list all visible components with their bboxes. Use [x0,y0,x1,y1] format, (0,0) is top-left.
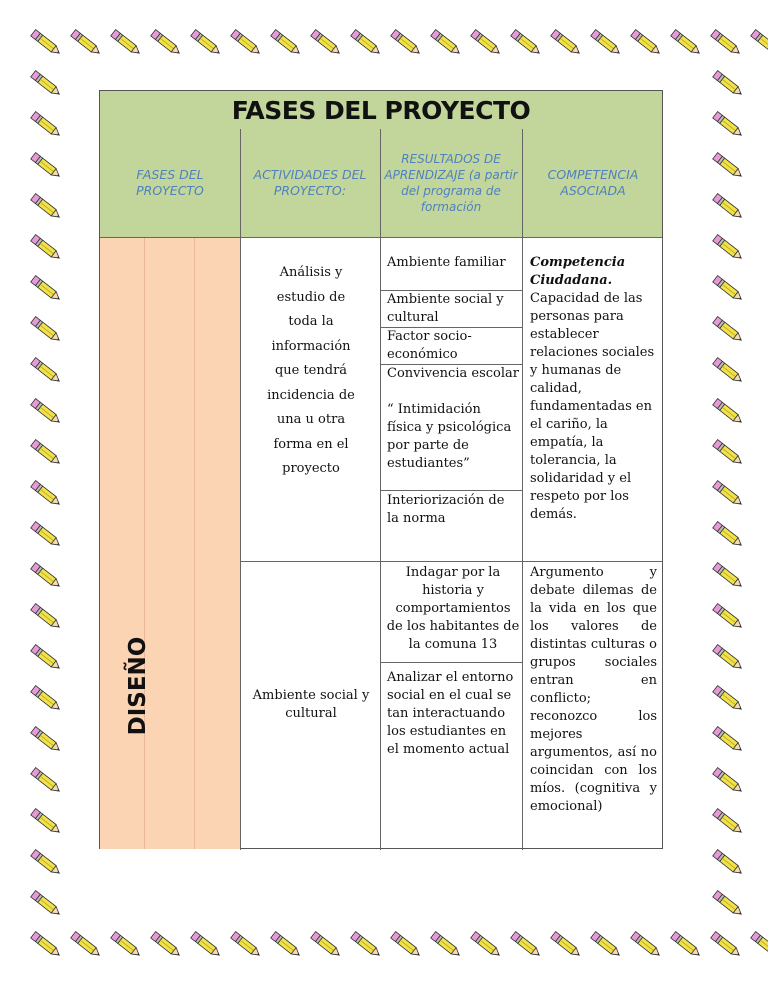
pencil-icon [711,30,743,57]
phase-label: DISEÑO [125,636,151,736]
result-ambiente-familiar: Ambiente familiar [387,255,506,270]
pencil-icon [31,153,63,180]
table-header-row [100,129,662,238]
result-interiorizacion: Interiorización de la norma [387,493,505,526]
pencil-icon [31,112,63,139]
pencil-icon [431,932,463,959]
pencil-icon [713,604,745,631]
pencil-icon [751,30,768,57]
pencil-icon [631,30,663,57]
pencil-icon [111,932,143,959]
pencil-icon [591,932,623,959]
pencil-icon [711,932,743,959]
pencil-icon [551,932,583,959]
pencil-icon [631,932,663,959]
pencil-icon [31,30,63,57]
pencil-icon [191,30,223,57]
pencil-icon [713,727,745,754]
result-factor-socioeconomico: Factor socio-económico [387,329,472,362]
pencil-icon [271,30,303,57]
pencil-icon [271,932,303,959]
pencil-icon [713,235,745,262]
pencil-icon [391,30,423,57]
row2-activity: Ambiente social y cultural [252,688,370,721]
pencil-icon [713,276,745,303]
result-convivencia-escolar: Convivencia escolar [387,366,519,381]
header-actividades: ACTIVIDADES DEL PROYECTO: [253,167,367,198]
pencil-icon [111,30,143,57]
table-title-row [100,91,662,130]
pencil-icon [31,481,63,508]
pencil-icon [31,194,63,221]
pencil-icon [31,276,63,303]
pencil-icon [431,30,463,57]
pencil-icon [713,440,745,467]
pencil-icon [31,645,63,672]
pencil-icon [31,317,63,344]
header-resultados: RESULTADOS DE APRENDIZAJE (a partir del programa de formación [384,152,518,214]
pencil-icon [31,809,63,836]
pencil-icon [71,30,103,57]
pencil-icon [31,686,63,713]
pencil-icon [713,850,745,877]
pencil-icon [31,563,63,590]
pencil-icon [71,932,103,959]
pencil-icon [391,932,423,959]
competence-text: Capacidad de las personas para establecer relaciones sociales y humanas de calidad, fundamentadas en el cariño, la empatía, la tolerancia, la solidaridad y el respeto por los demás. [530,291,655,522]
pencil-icon [511,30,543,57]
pencil-icon [31,727,63,754]
pencil-icon [471,30,503,57]
pencil-icon [471,932,503,959]
pencil-icon [713,481,745,508]
pencil-icon [31,235,63,262]
pencil-icon [713,522,745,549]
pencil-icon [713,768,745,795]
result-analizar: Analizar el entorno social en el cual se tan interactuando los estudiantes en el momento actual [387,670,514,757]
pencil-icon [31,522,63,549]
pencil-icon [713,686,745,713]
pencil-icon [713,194,745,221]
pencil-icon [231,932,263,959]
pencil-icon [31,768,63,795]
phase-cell [100,238,240,849]
pencil-icon [591,30,623,57]
pencil-icon [751,932,768,959]
pencil-icon [713,399,745,426]
pencil-icon [311,30,343,57]
result-intimidacion: “ Intimidación física y psicológica por parte de estudiantes” [387,402,512,471]
pencil-icon [713,317,745,344]
pencil-icon [31,71,63,98]
pencil-icon [31,440,63,467]
result-indagar: Indagar por la historia y comportamientos de los habitantes de la comuna 13 [386,565,520,652]
header-fases: FASES DEL PROYECTO [136,167,204,198]
pencil-icon [713,645,745,672]
header-competencia: COMPETENCIA ASOCIADA [547,167,639,198]
pencil-icon [351,932,383,959]
pencil-icon [551,30,583,57]
table-title: FASES DEL PROYECTO [231,95,531,125]
competence-title: Competencia Ciudadana. [530,255,626,288]
result-ambiente-social: Ambiente social y cultural [387,292,504,325]
pencil-icon [31,891,63,918]
project-phases-table [99,90,663,849]
pencil-icon [511,932,543,959]
pencil-icon [713,809,745,836]
pencil-icon [31,604,63,631]
pencil-icon [713,71,745,98]
pencil-icon [713,153,745,180]
pencil-icon [671,30,703,57]
pencil-icon [151,30,183,57]
pencil-icon [231,30,263,57]
pencil-icon [713,112,745,139]
pencil-icon [31,850,63,877]
pencil-icon [191,932,223,959]
row2-competence: Argumento y debate dilemas de la vida en los que los valores de distintas culturas o grupos sociales entran en conflicto; reconozco los mejores argumentos, así no coincidan con los míos. (cognitiva y emocional) [530,565,657,814]
pencil-icon [351,30,383,57]
row1-competence [530,254,660,524]
pencil-icon [713,891,745,918]
pencil-icon [151,932,183,959]
pencil-icon [31,399,63,426]
pencil-icon [713,563,745,590]
pencil-icon [671,932,703,959]
pencil-icon [311,932,343,959]
pencil-icon [31,358,63,385]
pencil-icon [713,358,745,385]
pencil-icon [31,932,63,959]
row1-activity: Análisis y estudio de toda la información que tendrá incidencia de una u otra forma en el proyecto [267,265,355,476]
